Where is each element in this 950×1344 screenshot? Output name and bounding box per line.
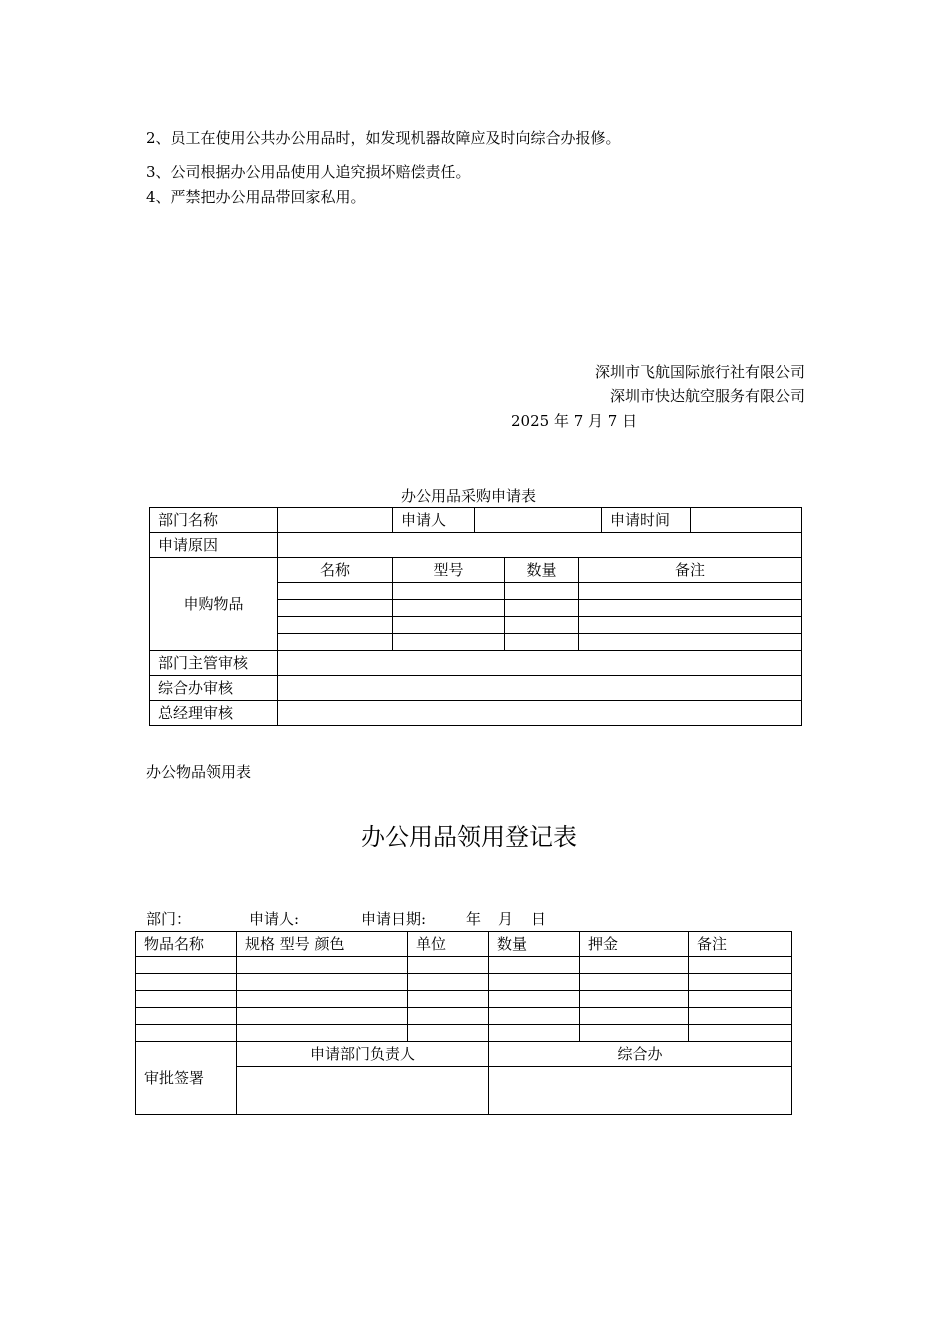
- dept-label: 部门：: [146, 910, 192, 928]
- items-label: 申购物品: [150, 558, 278, 651]
- col-name-header: 名称: [278, 558, 393, 583]
- apply-time-field[interactable]: [691, 508, 802, 533]
- col-note-header: 备注: [689, 932, 792, 957]
- dept-review-field[interactable]: [278, 651, 802, 676]
- signature-date: 2025 年 7 月 7 日: [511, 412, 638, 430]
- purchase-form-title: 办公用品采购申请表: [401, 487, 537, 505]
- col-model-header: 型号: [393, 558, 505, 583]
- table-row: [136, 991, 792, 1008]
- office-review-label: 综合办审核: [150, 676, 278, 701]
- dept-head-header: 申请部门负责人: [237, 1042, 489, 1067]
- col-qty-header: 数量: [489, 932, 580, 957]
- usage-form-label: 办公物品领用表: [146, 763, 252, 781]
- table-row: [136, 1008, 792, 1025]
- table-row: [136, 957, 792, 974]
- col-unit-header: 单位: [408, 932, 489, 957]
- col-qty-header: 数量: [505, 558, 579, 583]
- purchase-form-table: [149, 507, 802, 726]
- gm-review-field[interactable]: [278, 701, 802, 726]
- dept-name-label: 部门名称: [150, 508, 278, 533]
- applicant-field[interactable]: [475, 508, 602, 533]
- table-row: [136, 1025, 792, 1042]
- dept-review-label: 部门主管审核: [150, 651, 278, 676]
- office-signature-field[interactable]: [489, 1067, 792, 1115]
- col-item-header: 物品名称: [136, 932, 237, 957]
- reason-label: 申请原因: [150, 533, 278, 558]
- day-label: 日: [531, 910, 547, 928]
- month-label: 月: [498, 910, 514, 928]
- office-header: 综合办: [489, 1042, 792, 1067]
- col-spec-header: 规格 型号 颜色: [237, 932, 408, 957]
- register-form-title: 办公用品领用登记表: [361, 823, 577, 851]
- office-review-field[interactable]: [278, 676, 802, 701]
- year-label: 年: [466, 910, 482, 928]
- dept-name-field[interactable]: [278, 508, 393, 533]
- table-row: [136, 974, 792, 991]
- rule-item: 2、员工在使用公共办公用品时，如发现机器故障应及时向综合办报修。: [146, 129, 621, 147]
- applicant-label: 申请人: [393, 508, 475, 533]
- applicant-label: 申请人:: [249, 910, 300, 928]
- col-note-header: 备注: [579, 558, 802, 583]
- register-form-table: [135, 931, 792, 1115]
- gm-review-label: 总经理审核: [150, 701, 278, 726]
- dept-head-signature-field[interactable]: [237, 1067, 489, 1115]
- rule-item: 3、公司根据办公用品使用人追究损坏赔偿责任。: [146, 163, 471, 181]
- company-name-2: 深圳市快达航空服务有限公司: [609, 387, 805, 405]
- apply-time-label: 申请时间: [602, 508, 691, 533]
- col-deposit-header: 押金: [580, 932, 689, 957]
- approval-label: 审批签署: [136, 1042, 237, 1115]
- company-name-1: 深圳市飞航国际旅行社有限公司: [594, 363, 805, 381]
- rule-item: 4、严禁把办公用品带回家私用。: [146, 188, 366, 206]
- reason-field[interactable]: [278, 533, 802, 558]
- apply-date-label: 申请日期:: [361, 910, 427, 928]
